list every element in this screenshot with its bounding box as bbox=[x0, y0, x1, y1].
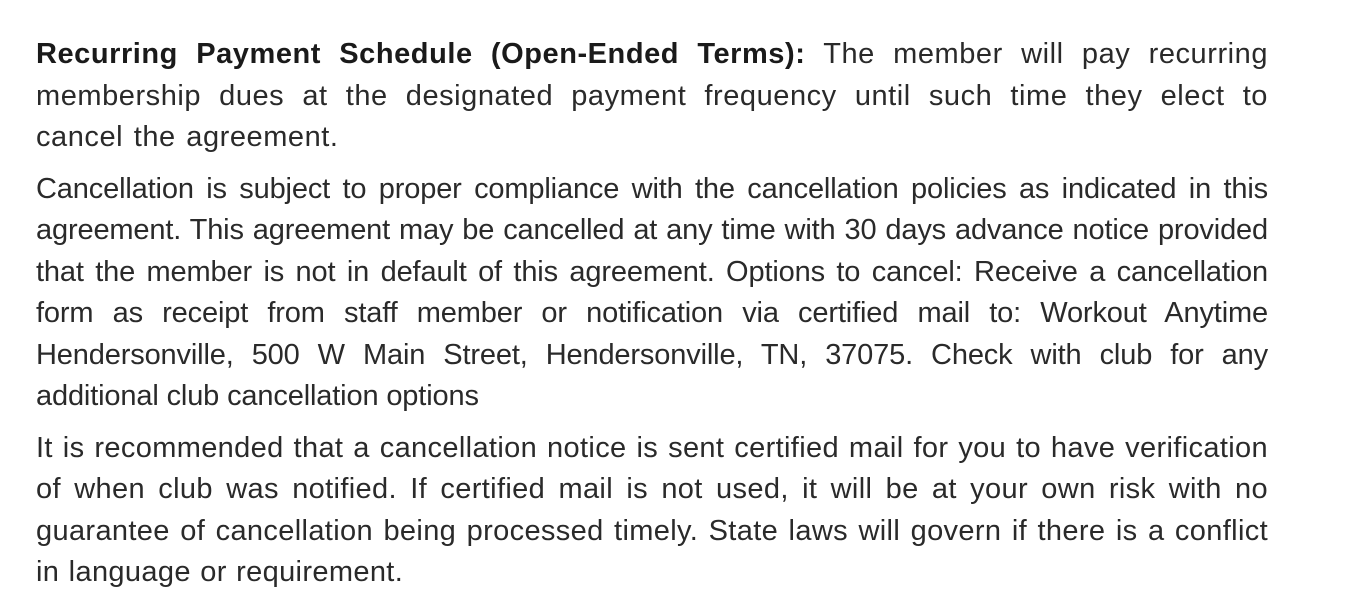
recurring-payment-heading: Recurring Payment Schedule (Open-Ended Terms): bbox=[36, 38, 806, 70]
recurring-payment-text: The member will pay recurring membership dues at the designated payment frequency until such time they elect to cancel the agreement. bbox=[36, 38, 1269, 153]
recurring-payment-paragraph bbox=[36, 34, 1268, 159]
document-body bbox=[36, 34, 1268, 594]
cancellation-policy-paragraph: Cancellation is subject to proper compliance with the cancellation policies as indicated in this agreement. This agreement may be cancelled at any time with 30 days advance notice provided that the member is not in default of this agreement. Options to cancel: Receive a cancellation form as receipt from staff member or notification via certified mail to: Workout Anytime Hendersonville, 500 W Main Street, Hendersonville, TN, 37075. Check with club for any additional club cancellation options bbox=[36, 172, 1268, 412]
certified-mail-recommendation-paragraph: It is recommended that a cancellation notice is sent certified mail for you to have verification of when club was notified. If certified mail is not used, it will be at your own risk with no guarantee of cancellation being processed timely. State laws will govern if there is a conflict in language or requirement. bbox=[36, 431, 1268, 588]
